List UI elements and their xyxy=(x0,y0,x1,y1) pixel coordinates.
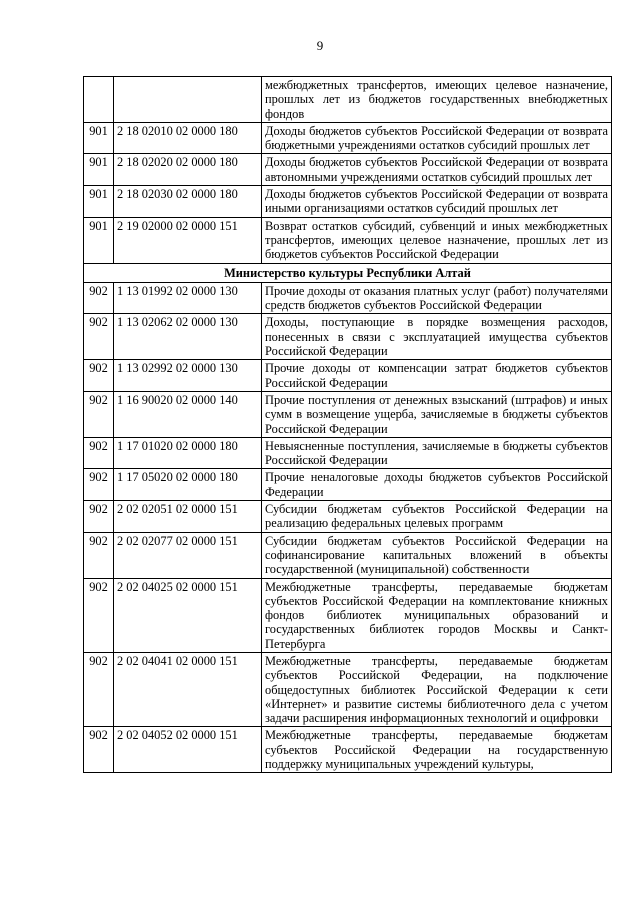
admin-code-cell: 902 xyxy=(84,437,114,469)
revenue-codes-table xyxy=(83,76,612,773)
revenue-code-cell: 2 18 02020 02 0000 180 xyxy=(114,154,262,186)
revenue-code-cell: 2 18 02030 02 0000 180 xyxy=(114,186,262,218)
description-cell: Межбюджетные трансферты, передаваемые бюджетам субъектов Российской Федерации на государственную поддержку муниципальных учреждений культуры, xyxy=(262,727,612,773)
table-row xyxy=(84,282,612,314)
admin-code-cell: 901 xyxy=(84,154,114,186)
section-title: Министерство культуры Республики Алтай xyxy=(84,263,612,282)
admin-code-cell: 902 xyxy=(84,360,114,392)
admin-code-cell: 902 xyxy=(84,578,114,652)
revenue-code-cell: 2 02 02051 02 0000 151 xyxy=(114,501,262,533)
description-cell: межбюджетных трансфертов, имеющих целевое назначение, прошлых лет из бюджетов государственных внебюджетных фондов xyxy=(262,77,612,123)
revenue-code-cell: 1 17 05020 02 0000 180 xyxy=(114,469,262,501)
table-row xyxy=(84,217,612,263)
description-cell: Субсидии бюджетам субъектов Российской Федерации на реализацию федеральных целевых программ xyxy=(262,501,612,533)
table-row xyxy=(84,186,612,218)
admin-code-cell: 901 xyxy=(84,217,114,263)
admin-code-cell: 902 xyxy=(84,314,114,360)
table-row xyxy=(84,727,612,773)
description-cell: Доходы бюджетов субъектов Российской Федерации от возврата бюджетными учреждениями остатков субсидий прошлых лет xyxy=(262,122,612,154)
revenue-code-cell: 2 19 02000 02 0000 151 xyxy=(114,217,262,263)
admin-code-cell: 902 xyxy=(84,391,114,437)
revenue-code-cell: 2 02 04041 02 0000 151 xyxy=(114,652,262,726)
admin-code-cell: 902 xyxy=(84,532,114,578)
table-row xyxy=(84,469,612,501)
admin-code-cell: 902 xyxy=(84,501,114,533)
section-header-row xyxy=(84,263,612,282)
table-row xyxy=(84,578,612,652)
revenue-code-cell: 2 02 02077 02 0000 151 xyxy=(114,532,262,578)
description-cell: Доходы бюджетов субъектов Российской Федерации от возврата автономными учреждениями остатков субсидий прошлых лет xyxy=(262,154,612,186)
description-cell: Межбюджетные трансферты, передаваемые бюджетам субъектов Российской Федерации, на подключение общедоступных библиотек Российской Федерации к сети «Интернет» и развитие системы библиотечного дела с учетом задачи расширения информационных технологий и оцифровки xyxy=(262,652,612,726)
revenue-code-cell: 2 18 02010 02 0000 180 xyxy=(114,122,262,154)
table-row xyxy=(84,501,612,533)
page-number: 9 xyxy=(316,38,324,53)
revenue-code-cell: 1 13 02992 02 0000 130 xyxy=(114,360,262,392)
revenue-code-cell: 1 13 01992 02 0000 130 xyxy=(114,282,262,314)
description-cell: Субсидии бюджетам субъектов Российской Федерации на софинансирование капитальных вложений в объекты государственной (муниципальной) собственности xyxy=(262,532,612,578)
admin-code-cell: 902 xyxy=(84,469,114,501)
description-cell: Прочие доходы от оказания платных услуг (работ) получателями средств бюджетов субъектов Российской Федерации xyxy=(262,282,612,314)
revenue-code-cell: 2 02 04025 02 0000 151 xyxy=(114,578,262,652)
table-row xyxy=(84,122,612,154)
admin-code-cell: 902 xyxy=(84,727,114,773)
admin-code-cell: 902 xyxy=(84,282,114,314)
table-row xyxy=(84,437,612,469)
table-row xyxy=(84,360,612,392)
admin-code-cell: 901 xyxy=(84,186,114,218)
table-row xyxy=(84,154,612,186)
table-row xyxy=(84,77,612,123)
revenue-code-cell: 1 17 01020 02 0000 180 xyxy=(114,437,262,469)
description-cell: Невыясненные поступления, зачисляемые в бюджеты субъектов Российской Федерации xyxy=(262,437,612,469)
description-cell: Прочие неналоговые доходы бюджетов субъектов Российской Федерации xyxy=(262,469,612,501)
table-row xyxy=(84,532,612,578)
revenue-code-cell: 1 13 02062 02 0000 130 xyxy=(114,314,262,360)
revenue-code-cell: 1 16 90020 02 0000 140 xyxy=(114,391,262,437)
description-cell: Прочие поступления от денежных взысканий (штрафов) и иных сумм в возмещение ущерба, зачисляемые в бюджеты субъектов Российской Федерации xyxy=(262,391,612,437)
admin-code-cell: 902 xyxy=(84,652,114,726)
description-cell: Доходы бюджетов субъектов Российской Федерации от возврата иными организациями остатков субсидий прошлых лет xyxy=(262,186,612,218)
revenue-code-cell xyxy=(114,77,262,123)
description-cell: Доходы, поступающие в порядке возмещения расходов, понесенных в связи с эксплуатацией имущества субъектов Российской Федерации xyxy=(262,314,612,360)
table-row xyxy=(84,652,612,726)
page-bottom-margin xyxy=(0,875,640,905)
revenue-code-cell: 2 02 04052 02 0000 151 xyxy=(114,727,262,773)
description-cell: Межбюджетные трансферты, передаваемые бюджетам субъектов Российской Федерации на комплектование книжных фондов библиотек муниципальных образований и государственных библиотек городов Москвы и Санкт-Петербурга xyxy=(262,578,612,652)
description-cell: Прочие доходы от компенсации затрат бюджетов субъектов Российской Федерации xyxy=(262,360,612,392)
table-row xyxy=(84,314,612,360)
description-cell: Возврат остатков субсидий, субвенций и иных межбюджетных трансфертов, имеющих целевое назначение, прошлых лет из бюджетов субъектов Российской Федерации xyxy=(262,217,612,263)
table-row xyxy=(84,391,612,437)
admin-code-cell xyxy=(84,77,114,123)
admin-code-cell: 901 xyxy=(84,122,114,154)
